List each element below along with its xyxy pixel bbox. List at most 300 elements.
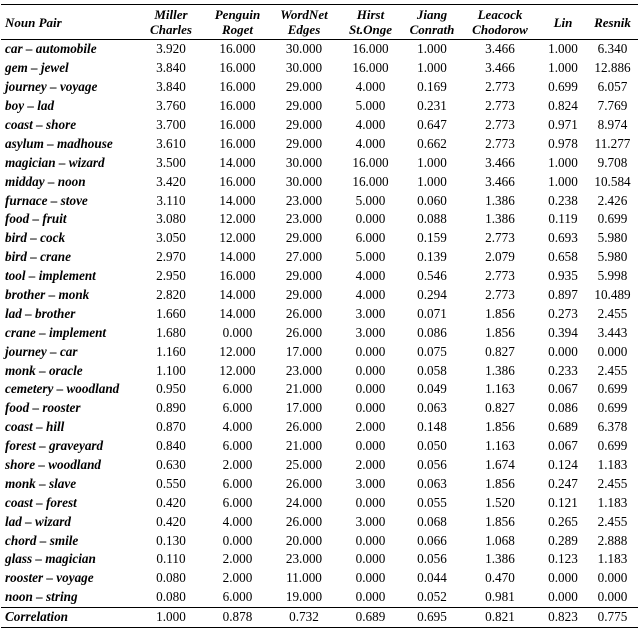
value-cell: 0.231 [417,98,447,114]
value-cell: 20.000 [285,532,323,548]
value-cell: 3.466 [485,173,515,189]
table-row [1,418,638,437]
value-cell: 16.000 [219,173,256,189]
value-cell: 3.080 [156,211,186,227]
value-cell: 1.000 [548,173,578,189]
value-cell: 2.773 [485,287,515,303]
correlation-row [1,607,638,627]
value-cell: 30.000 [285,154,323,170]
value-cell: 0.935 [548,268,578,284]
value-cell: 26.000 [285,324,323,340]
value-cell: 0.699 [597,211,628,227]
value-cell: 16.000 [219,41,256,57]
column-header-line: Jiang [416,7,448,22]
value-cell: 12.000 [219,343,256,359]
value-cell: 0.294 [417,287,447,303]
column-header-line: Miller [154,7,188,22]
value-cell: 0.824 [548,98,578,114]
value-cell: 0.052 [403,588,461,607]
value-cell: 6.000 [205,588,270,607]
table-row [1,248,638,267]
noun-pair-cell: glass – magician [5,551,96,567]
value-cell: 0.056 [417,457,447,473]
value-cell: 5.998 [597,268,628,284]
table-row [1,267,638,286]
value-cell: 2.773 [485,117,515,132]
value-cell: 30.000 [285,173,323,189]
value-cell: 4.000 [222,419,253,435]
column-header-line: Chodorow [472,22,528,37]
value-cell: 4.000 [355,268,386,284]
value-cell: 16.000 [219,135,256,151]
value-cell: 2.773 [485,98,515,114]
value-cell: 26.000 [285,305,323,321]
column-header-line: Charles [150,22,192,37]
value-cell: 21.000 [285,438,323,454]
value-cell: 2.773 [485,135,515,151]
value-cell: 0.000 [355,532,386,548]
value-cell: 6.000 [222,438,253,454]
header-row [1,5,638,40]
value-cell: 14.000 [219,287,256,303]
value-cell: 16.000 [352,173,389,189]
value-cell: 4.000 [355,79,386,95]
value-cell: 2.970 [156,249,186,265]
column-header-line: Conrath [409,22,455,37]
value-cell: 16.000 [219,79,256,95]
value-cell: 3.840 [156,79,186,95]
value-cell: 2.455 [597,305,628,321]
value-cell: 3.466 [485,41,515,57]
value-cell: 0.000 [597,343,628,359]
value-cell: 0.827 [485,343,515,359]
noun-pair-cell: car – automobile [5,41,97,57]
table-row [1,456,638,475]
value-cell: 3.050 [156,230,186,246]
value-cell: 3.700 [156,117,186,132]
table-row [1,78,638,97]
value-cell: 30.000 [285,41,323,57]
noun-pair-cell: monk – oracle [5,362,83,378]
value-cell: 0.699 [597,381,628,397]
value-cell: 1.160 [156,343,186,359]
value-cell: 21.000 [285,381,323,397]
value-cell: 0.121 [548,494,578,510]
value-cell: 29.000 [285,135,323,151]
value-cell: 0.086 [417,324,447,340]
value-cell: 16.000 [219,268,256,284]
value-cell: 0.088 [417,211,447,227]
value-cell: 29.000 [285,230,323,246]
column-header [539,5,587,40]
table-row [1,229,638,248]
value-cell: 1.100 [156,362,186,378]
value-cell: 3.000 [355,324,386,340]
table-row [1,569,638,588]
value-cell: 0.978 [548,135,578,151]
value-cell: 0.067 [548,381,578,397]
value-cell: 0.060 [417,192,447,208]
value-cell: 11.277 [594,135,631,151]
value-cell: 1.163 [485,438,515,454]
value-cell: 6.000 [355,230,386,246]
value-cell: 23.000 [285,192,323,208]
value-cell: 11.000 [286,570,322,586]
value-cell: 0.067 [548,438,578,454]
noun-pair-cell: cemetery – woodland [5,381,120,397]
value-cell: 0.044 [417,570,447,586]
value-cell: 1.163 [485,381,515,397]
value-cell: 3.420 [156,173,186,189]
value-cell: 26.000 [285,419,323,435]
column-header-line: Roget [221,22,254,37]
noun-pair-cell: magician – wizard [5,154,105,170]
value-cell: 2.000 [355,457,386,473]
value-cell: 2.000 [355,419,386,435]
value-cell: 0.123 [548,551,578,567]
value-cell: 2.773 [485,79,515,95]
value-cell: 0.699 [597,400,628,416]
table-row [1,380,638,399]
value-cell: 0.130 [156,532,186,548]
value-cell: 0.981 [461,588,539,607]
correlation-value: 0.878 [205,607,270,627]
value-cell: 0.119 [548,211,578,227]
table-row [1,550,638,569]
noun-pair-cell: lad – brother [5,305,76,321]
value-cell: 0.110 [156,551,186,567]
noun-pair-cell: gem – jewel [5,60,69,76]
value-cell: 0.000 [587,588,638,607]
value-cell: 1.183 [597,457,628,473]
value-cell: 9.708 [597,154,628,170]
noun-pair-cell: food – rooster [5,400,81,416]
value-cell: 0.169 [417,79,447,95]
value-cell: 1.000 [417,173,447,189]
similarity-table-container [1,4,638,628]
column-header-line: Lin [553,14,573,30]
value-cell: 0.827 [485,400,515,416]
value-cell: 0.000 [597,570,628,586]
value-cell: 1.000 [417,60,447,76]
value-cell: 0.050 [417,438,447,454]
value-cell: 0.658 [548,249,578,265]
value-cell: 12.886 [594,60,631,76]
value-cell: 0.056 [417,551,447,567]
value-cell: 30.000 [285,60,323,76]
column-header-line: Noun Pair [5,14,62,30]
value-cell: 0.265 [548,513,578,529]
column-header-line: Leacock [477,7,523,22]
value-cell: 0.420 [156,494,186,510]
value-cell: 0.000 [355,343,386,359]
value-cell: 2.773 [485,230,515,246]
value-cell: 0.247 [548,475,578,491]
table-row [1,323,638,342]
correlation-value: 1.000 [137,607,205,627]
table-row [1,531,638,550]
value-cell: 6.000 [222,475,253,491]
value-cell: 23.000 [285,551,323,567]
table-row [1,474,638,493]
value-cell: 16.000 [352,60,389,76]
value-cell: 2.455 [597,362,628,378]
value-cell: 0.950 [156,381,186,397]
value-cell: 0.693 [548,230,578,246]
value-cell: 2.950 [156,268,186,284]
value-cell: 0.148 [417,419,447,435]
value-cell: 0.420 [156,513,186,529]
value-cell: 0.075 [417,343,447,359]
value-cell: 1.386 [485,211,515,227]
value-cell: 0.000 [355,381,386,397]
value-cell: 2.820 [156,287,186,303]
value-cell: 2.000 [222,457,253,473]
value-cell: 5.980 [597,249,628,265]
value-cell: 26.000 [285,475,323,491]
value-cell: 3.500 [156,154,186,170]
value-cell: 5.000 [355,98,386,114]
noun-pair-cell: coast – forest [5,494,77,510]
correlation-value: 0.823 [539,607,587,627]
table-row [1,210,638,229]
noun-pair-cell: brother – monk [5,287,90,303]
value-cell: 3.110 [156,192,186,208]
value-cell: 0.000 [222,532,253,548]
noun-pair-cell: lad – wizard [5,513,71,529]
value-cell: 0.897 [548,287,578,303]
table-row [1,116,638,135]
noun-pair-cell: forest – graveyard [5,438,104,454]
value-cell: 29.000 [285,268,323,284]
column-header-line: Penguin [214,7,261,22]
value-cell: 2.000 [222,551,253,567]
value-cell: 17.000 [285,343,323,359]
value-cell: 1.000 [548,41,578,57]
value-cell: 7.769 [597,98,628,114]
column-header [137,5,205,40]
value-cell: 2.426 [597,192,628,208]
value-cell: 0.063 [417,400,447,416]
value-cell: 1.856 [485,324,515,340]
noun-pair-cell: crane – implement [5,324,107,340]
table-row [1,493,638,512]
noun-pair-cell: coast – hill [5,419,65,435]
correlation-value: 0.732 [270,607,338,627]
value-cell: 2.079 [485,249,515,265]
value-cell: 0.080 [156,570,186,586]
value-cell: 2.773 [485,268,515,284]
value-cell: 0.289 [548,532,578,548]
value-cell: 23.000 [285,362,323,378]
correlation-label: Correlation [1,607,137,627]
correlation-value: 0.695 [403,607,461,627]
value-cell: 6.000 [222,400,253,416]
column-header [270,5,338,40]
noun-pair-cell: monk – slave [5,475,77,491]
value-cell: 0.840 [156,438,186,454]
value-cell: 3.000 [355,475,386,491]
value-cell: 24.000 [285,494,323,510]
correlation-value: 0.689 [338,607,403,627]
value-cell: 0.000 [355,400,386,416]
value-cell: 14.000 [219,305,256,321]
value-cell: 1.000 [417,41,447,57]
value-cell: 0.071 [417,305,447,321]
value-cell: 16.000 [219,117,256,132]
value-cell: 0.068 [417,513,447,529]
table-row [1,512,638,531]
value-cell: 1.660 [156,305,186,321]
value-cell: 3.000 [355,513,386,529]
value-cell: 25.000 [285,457,323,473]
value-cell: 0.139 [417,249,447,265]
value-cell: 6.000 [222,494,253,510]
value-cell: 0.086 [548,400,578,416]
value-cell: 0.273 [548,305,578,321]
value-cell: 2.000 [222,570,253,586]
value-cell: 0.000 [355,551,386,567]
noun-pair-cell: chord – smile [5,532,79,548]
value-cell: 0.000 [355,494,386,510]
table-row [1,134,638,153]
value-cell: 0.124 [548,457,578,473]
value-cell: 0.000 [355,438,386,454]
value-cell: 0.000 [222,324,253,340]
value-cell: 1.856 [485,305,515,321]
value-cell: 0.394 [548,324,578,340]
column-header [1,5,137,40]
value-cell: 0.063 [417,475,447,491]
value-cell: 4.000 [355,287,386,303]
table-row [1,437,638,456]
value-cell: 0.546 [417,268,447,284]
correlation-value: 0.775 [587,607,638,627]
value-cell: 5.980 [597,230,628,246]
value-cell: 4.000 [222,513,253,529]
value-cell: 23.000 [285,211,323,227]
value-cell: 1.386 [485,192,515,208]
value-cell: 16.000 [352,154,389,170]
noun-pair-cell: tool – implement [5,268,96,284]
table-row [1,153,638,172]
value-cell: 0.000 [355,362,386,378]
table-row [1,191,638,210]
value-cell: 5.000 [355,192,386,208]
value-cell: 3.443 [597,324,628,340]
value-cell: 2.888 [597,532,628,548]
value-cell: 0.049 [417,381,447,397]
value-cell: 3.840 [156,60,186,76]
value-cell: 2.455 [597,513,628,529]
noun-pair-cell: shore – woodland [5,457,101,473]
table-row [1,286,638,305]
column-header [587,5,638,40]
value-cell: 0.055 [417,494,447,510]
value-cell: 12.000 [219,362,256,378]
value-cell: 0.000 [539,588,587,607]
similarity-table [1,4,638,628]
value-cell: 0.159 [417,230,447,246]
column-header-line: St.Onge [349,22,392,37]
value-cell: 1.068 [485,532,515,548]
value-cell: 3.466 [485,60,515,76]
noun-pair-cell: coast – shore [5,117,77,132]
value-cell: 4.000 [355,117,386,132]
correlation-value: 0.821 [461,607,539,627]
value-cell: 6.000 [222,381,253,397]
column-header [338,5,403,40]
value-cell: 6.057 [597,79,628,95]
value-cell: 6.378 [597,419,628,435]
value-cell: 10.584 [594,173,631,189]
table-row [1,399,638,418]
column-header-line: Edges [287,22,321,37]
value-cell: 0.699 [548,79,578,95]
value-cell: 0.699 [597,438,628,454]
table-row [1,97,638,116]
value-cell: 0.233 [548,362,578,378]
noun-pair-cell: journey – voyage [5,79,98,95]
value-cell: 0.238 [548,192,578,208]
value-cell: 19.000 [270,588,338,607]
value-cell: 14.000 [219,249,256,265]
value-cell: 26.000 [285,513,323,529]
table-body [1,40,638,608]
column-header [461,5,539,40]
table-row [1,40,638,59]
value-cell: 29.000 [285,117,323,132]
value-cell: 1.000 [417,154,447,170]
value-cell: 0.470 [485,570,515,586]
value-cell: 0.662 [417,135,447,151]
value-cell: 14.000 [219,192,256,208]
value-cell: 0.058 [417,362,447,378]
value-cell: 27.000 [285,249,323,265]
value-cell: 29.000 [285,98,323,114]
value-cell: 1.000 [548,60,578,76]
value-cell: 14.000 [219,154,256,170]
value-cell: 3.920 [156,41,186,57]
value-cell: 0.689 [548,419,578,435]
value-cell: 16.000 [219,60,256,76]
column-header [205,5,270,40]
column-header [403,5,461,40]
noun-pair-cell: asylum – madhouse [5,135,113,151]
value-cell: 16.000 [219,98,256,114]
value-cell: 1.183 [597,551,628,567]
value-cell: 2.455 [597,475,628,491]
value-cell: 5.000 [355,249,386,265]
noun-pair-cell: rooster – voyage [5,570,94,586]
table-row [1,361,638,380]
value-cell: 0.000 [338,588,403,607]
value-cell: 1.680 [156,324,186,340]
value-cell: 0.000 [548,343,578,359]
value-cell: 6.340 [597,41,628,57]
value-cell: 1.856 [485,419,515,435]
column-header-line: Hirst [356,7,385,22]
value-cell: 4.000 [355,135,386,151]
value-cell: 29.000 [285,79,323,95]
noun-pair-cell: boy – lad [5,98,55,114]
table-row [1,172,638,191]
value-cell: 1.856 [485,513,515,529]
value-cell: 1.386 [485,551,515,567]
noun-pair-cell: journey – car [5,343,78,359]
value-cell: 0.000 [355,211,386,227]
table-row [1,59,638,78]
